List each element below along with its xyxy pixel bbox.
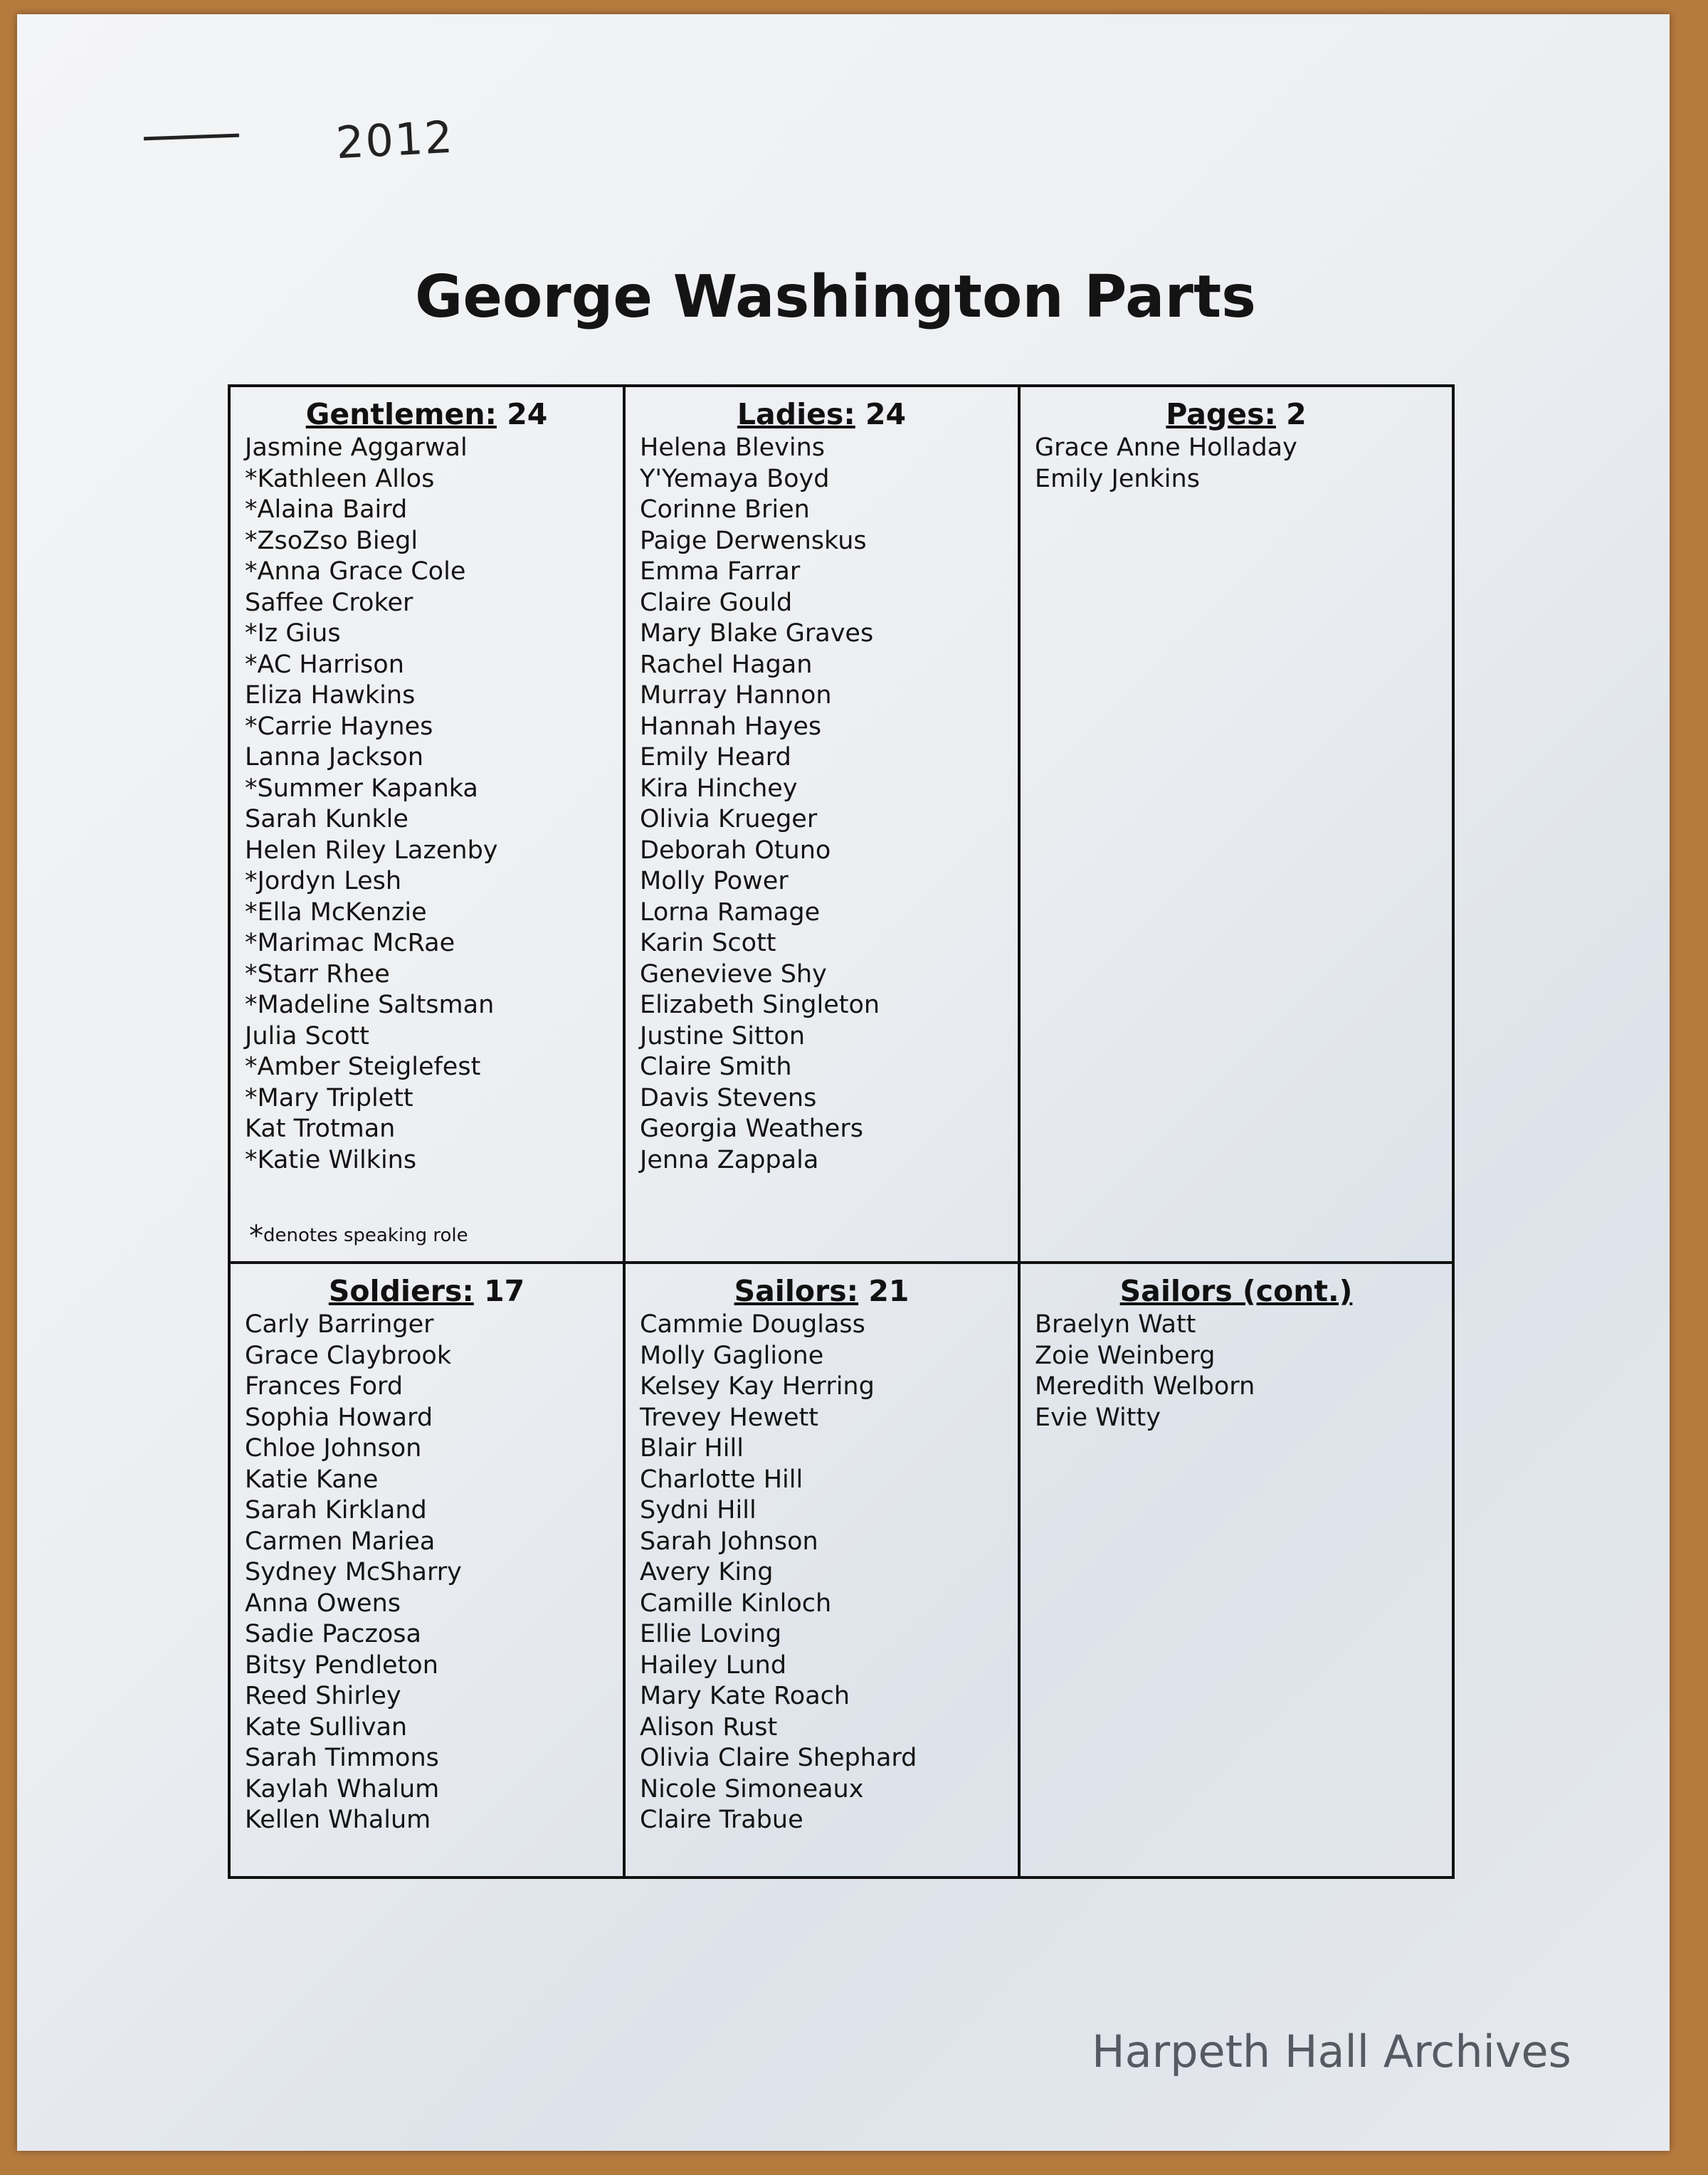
soldiers-heading (231, 1274, 623, 1308)
pages-label: Pages: (1166, 397, 1276, 431)
name-list-item: Claire Smith (640, 1053, 792, 1081)
name-list-item: Paige Derwenskus (640, 526, 867, 555)
name-list-item: *Jordyn Lesh (245, 867, 402, 895)
ladies-count: 24 (865, 397, 907, 431)
name-list-item: Cammie Douglass (640, 1310, 865, 1339)
name-list-item: Helena Blevins (640, 433, 825, 462)
name-list-item: Justine Sitton (640, 1021, 806, 1050)
name-list-item: Reed Shirley (245, 1682, 401, 1710)
name-list-item: Sadie Paczosa (245, 1620, 421, 1648)
name-list-item: Sarah Timmons (245, 1744, 439, 1772)
name-list-item: Karin Scott (640, 929, 776, 957)
name-list-item: Jasmine Aggarwal (245, 433, 468, 462)
gentlemen-list (231, 433, 623, 1176)
ladies-cell (626, 387, 1021, 1264)
name-list-item: Lanna Jackson (245, 743, 423, 771)
handwritten-dash (144, 134, 239, 141)
name-list-item: *Carrie Haynes (245, 712, 433, 741)
name-list-item: *Mary Triplett (245, 1083, 413, 1112)
name-list-item: *Katie Wilkins (245, 1145, 417, 1174)
name-list-item: Zoie Weinberg (1035, 1341, 1216, 1370)
name-list-item: Kat Trotman (245, 1115, 396, 1143)
cast-table (228, 384, 1455, 1879)
name-list-item: *Amber Steiglefest (245, 1053, 481, 1081)
pages-list (1021, 433, 1452, 495)
sailors-cont-cell (1021, 1264, 1452, 1876)
name-list-item: Meredith Welborn (1035, 1372, 1255, 1401)
name-list-item: Molly Gaglione (640, 1341, 824, 1370)
name-list-item: Emma Farrar (640, 557, 801, 586)
sailors-cell (626, 1264, 1021, 1876)
name-list-item: Deborah Otuno (640, 836, 831, 865)
name-list-item: Camille Kinloch (640, 1589, 832, 1618)
gentlemen-count: 24 (507, 397, 548, 431)
name-list-item: Alison Rust (640, 1712, 778, 1742)
name-list-item: Rachel Hagan (640, 650, 813, 679)
gentlemen-heading (231, 397, 623, 431)
name-list-item: Braelyn Watt (1035, 1310, 1196, 1339)
name-list-item: Mary Kate Roach (640, 1682, 850, 1710)
name-list-item: Hannah Hayes (640, 712, 822, 741)
name-list-item: *ZsoZso Biegl (245, 526, 418, 555)
name-list-item: Carmen Mariea (245, 1527, 436, 1556)
name-list-item: Sarah Kirkland (245, 1496, 427, 1524)
name-list-item: Genevieve Shy (640, 959, 827, 989)
name-list-item: Elizabeth Singleton (640, 991, 880, 1019)
speaking-role-footnote (249, 1220, 468, 1253)
name-list-item: Bitsy Pendleton (245, 1650, 438, 1680)
name-list-item: Kira Hinchey (640, 774, 798, 803)
name-list-item: Eliza Hawkins (245, 681, 416, 710)
gentlemen-cell (231, 387, 626, 1264)
sailors-list (626, 1310, 1018, 1836)
pages-cell (1021, 387, 1452, 1264)
gentlemen-label: Gentlemen: (305, 397, 497, 431)
soldiers-list (231, 1310, 623, 1836)
archive-watermark: Harpeth Hall Archives (1092, 2026, 1571, 2077)
ladies-list (626, 433, 1018, 1176)
name-list-item: *Starr Rhee (245, 959, 390, 989)
soldiers-count: 17 (484, 1274, 525, 1308)
name-list-item: *Marimac McRae (245, 929, 455, 957)
name-list-item: Davis Stevens (640, 1083, 817, 1112)
name-list-item: Jenna Zappala (640, 1145, 819, 1174)
name-list-item: Lorna Ramage (640, 897, 821, 927)
footnote-text: denotes speaking role (263, 1225, 468, 1246)
name-list-item: Kelsey Kay Herring (640, 1372, 875, 1401)
name-list-item: Kellen Whalum (245, 1806, 431, 1834)
sailors-heading (626, 1274, 1018, 1308)
name-list-item: Nicole Simoneaux (640, 1774, 864, 1803)
name-list-item: Grace Anne Holladay (1035, 433, 1297, 462)
name-list-item: Julia Scott (245, 1021, 369, 1050)
name-list-item: Murray Hannon (640, 681, 832, 710)
name-list-item: *Anna Grace Cole (245, 557, 466, 586)
name-list-item: Sarah Kunkle (245, 805, 408, 833)
pages-heading (1021, 397, 1452, 431)
name-list-item: Frances Ford (245, 1372, 404, 1401)
name-list-item: Grace Claybrook (245, 1341, 452, 1370)
page-title: George Washington Parts (415, 263, 1256, 331)
sailors-cont-heading (1021, 1274, 1452, 1308)
name-list-item: Corinne Brien (640, 495, 810, 524)
name-list-item: Saffee Croker (245, 588, 413, 617)
sailors-cont-label: Sailors (cont.) (1119, 1274, 1353, 1308)
soldiers-label: Soldiers: (328, 1274, 474, 1308)
name-list-item: Blair Hill (640, 1434, 744, 1463)
name-list-item: Kaylah Whalum (245, 1774, 440, 1803)
ladies-heading (626, 397, 1018, 431)
name-list-item: Olivia Krueger (640, 805, 818, 833)
name-list-item: Helen Riley Lazenby (245, 836, 498, 865)
name-list-item: Emily Jenkins (1035, 464, 1200, 493)
name-list-item: Sarah Johnson (640, 1527, 818, 1556)
name-list-item: Claire Trabue (640, 1806, 803, 1834)
name-list-item: Claire Gould (640, 588, 793, 617)
soldiers-cell (231, 1264, 626, 1876)
name-list-item: Carly Barringer (245, 1310, 434, 1339)
name-list-item: *Alaina Baird (245, 495, 408, 524)
name-list-item: Charlotte Hill (640, 1465, 803, 1494)
footnote-star: * (249, 1220, 263, 1253)
handwritten-year: 2012 (334, 110, 455, 169)
name-list-item: Avery King (640, 1558, 774, 1586)
name-list-item: *Kathleen Allos (245, 464, 435, 493)
name-list-item: Hailey Lund (640, 1650, 787, 1680)
name-list-item: Emily Heard (640, 743, 791, 771)
sailors-label: Sailors: (734, 1274, 859, 1308)
name-list-item: *Iz Gius (245, 619, 341, 648)
name-list-item: Sydney McSharry (245, 1558, 462, 1586)
name-list-item: Sophia Howard (245, 1403, 433, 1432)
name-list-item: Ellie Loving (640, 1620, 782, 1648)
name-list-item: Kate Sullivan (245, 1712, 408, 1742)
name-list-item: *Ella McKenzie (245, 897, 427, 927)
name-list-item: Mary Blake Graves (640, 619, 874, 648)
name-list-item: Trevey Hewett (640, 1403, 818, 1432)
name-list-item: *AC Harrison (245, 650, 404, 679)
name-list-item: *Madeline Saltsman (245, 991, 495, 1019)
name-list-item: Molly Power (640, 867, 789, 895)
name-list-item: Y'Yemaya Boyd (640, 464, 830, 493)
name-list-item: *Summer Kapanka (245, 774, 478, 803)
name-list-item: Sydni Hill (640, 1496, 757, 1524)
name-list-item: Georgia Weathers (640, 1115, 863, 1143)
pages-count: 2 (1286, 397, 1307, 431)
name-list-item: Olivia Claire Shephard (640, 1744, 917, 1772)
sailors-count: 21 (868, 1274, 910, 1308)
sailors-cont-list (1021, 1310, 1452, 1433)
name-list-item: Chloe Johnson (245, 1434, 422, 1463)
name-list-item: Anna Owens (245, 1589, 401, 1618)
ladies-label: Ladies: (737, 397, 855, 431)
name-list-item: Evie Witty (1035, 1403, 1161, 1432)
name-list-item: Katie Kane (245, 1465, 379, 1494)
